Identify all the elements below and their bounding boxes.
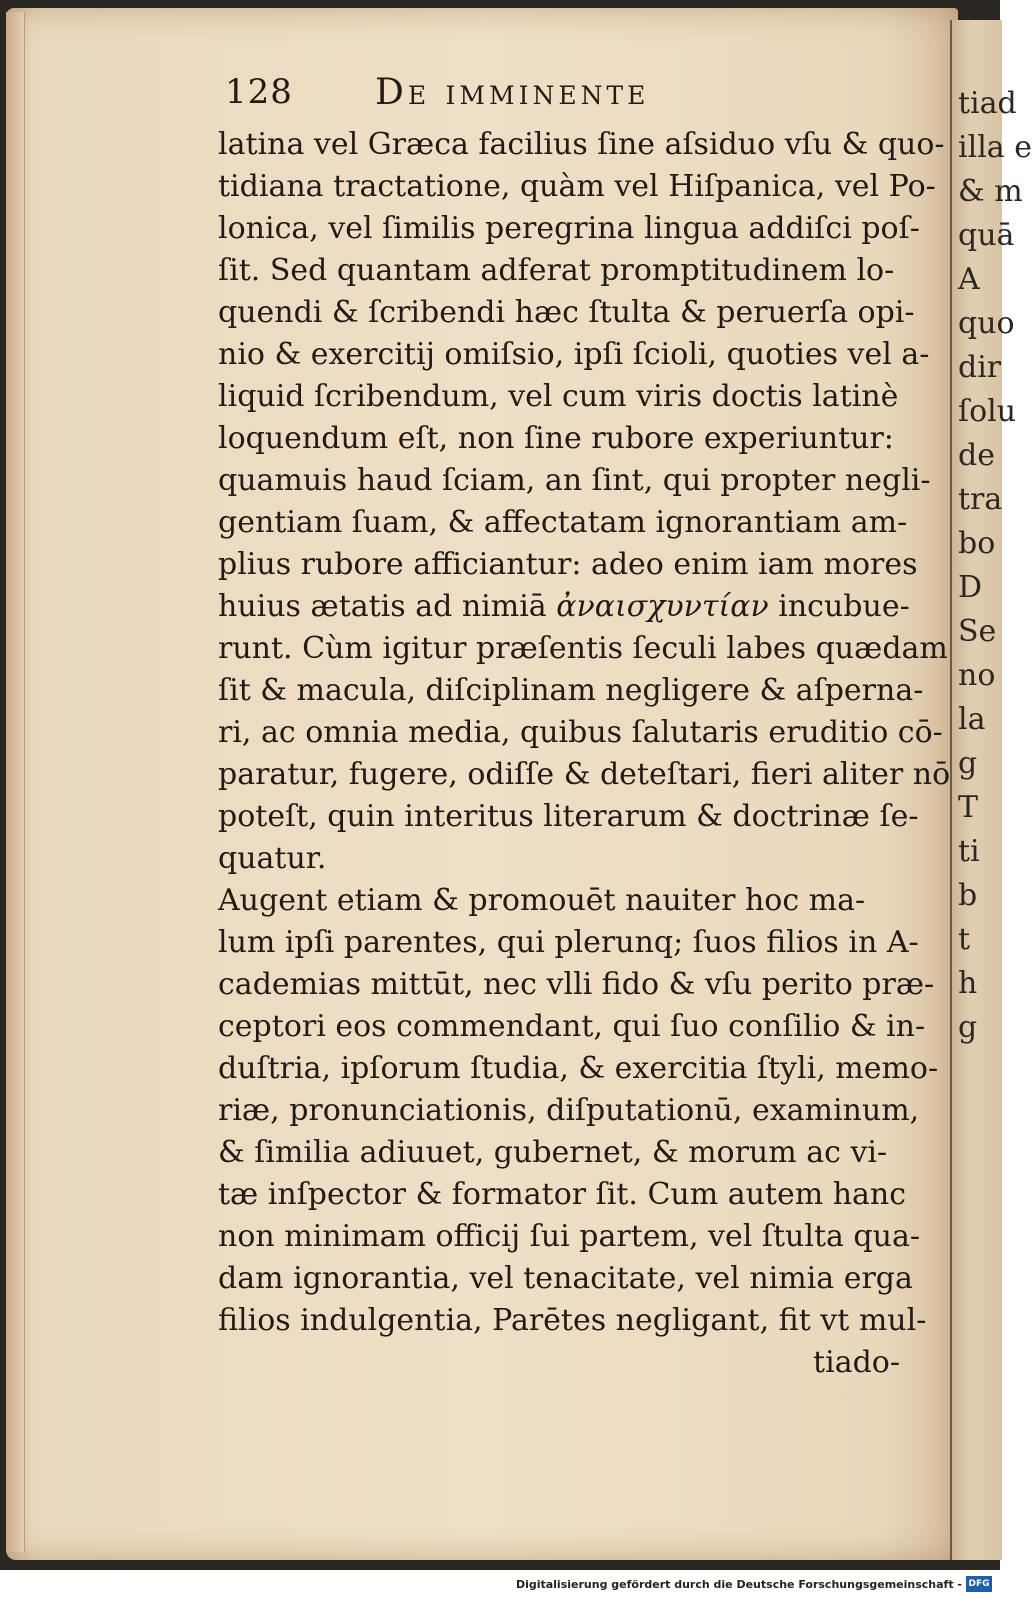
text-line: tæ inſpector & formator ſit. Cum autem hanc: [218, 1177, 907, 1212]
text-line: quamuis haud ſciam, an ſint, qui propter negli-: [218, 463, 931, 498]
text-line: lum ipſi parentes, qui plerunq; ſuos filios in A-: [218, 925, 919, 960]
text-line: non minimam officij ſui partem, vel ſtulta qua-: [218, 1219, 920, 1254]
text-line: liquid ſcribendum, vel cum viris doctis latinè: [218, 379, 899, 414]
facing-page-fragment: no: [958, 658, 996, 693]
facing-page-fragment: t: [958, 922, 971, 957]
text-line: & ſimilia adiuuet, gubernet, & morum ac vi-: [218, 1135, 888, 1170]
facing-page-fragment: la: [958, 702, 986, 737]
text-line: riæ, pronunciationis, diſputationū, examinum,: [218, 1093, 920, 1128]
body-text: [218, 124, 951, 1384]
page-header: [225, 72, 765, 122]
text-line: ri, ac omnia media, quibus ſalutaris eruditio cō-: [218, 715, 943, 750]
facing-page-fragment: quo: [958, 306, 1015, 341]
greek-word: ἀναισχυντίαν: [556, 589, 769, 624]
text-line: dam ignorantia, vel tenacitate, vel nimia erga: [218, 1261, 913, 1296]
facing-page-fragment: ſolu: [958, 394, 1017, 429]
dfg-logo: DFG: [966, 1576, 992, 1592]
facing-page-fragment: h: [958, 966, 978, 1001]
catchword-line: [218, 1342, 928, 1384]
facing-page-fragment: T: [958, 790, 979, 825]
facing-page-fragment: Se: [958, 614, 997, 649]
text-line: quatur.: [218, 841, 327, 876]
facing-page-fragment: g: [958, 1010, 978, 1045]
text-line: poteſt, quin interitus literarum & doctrinæ ſe-: [218, 799, 919, 834]
text-line: runt. Cùm igitur præſentis ſeculi labes quædam: [218, 631, 948, 666]
text-line-greek-before: huius ætatis ad nimiā: [218, 589, 557, 624]
text-line-greek-after: incubue-: [768, 589, 910, 624]
facing-page-fragment: b: [958, 878, 978, 913]
facing-page-fragment: A: [958, 262, 980, 297]
text-block-2: [218, 628, 951, 1342]
text-block-1: [218, 124, 945, 586]
facing-page-fragment: tiad: [958, 86, 1017, 121]
facing-page-fragment: bo: [958, 526, 996, 561]
text-line: latina vel Græca facilius ſine aſsiduo vſu & quo-: [218, 127, 945, 162]
digitization-credit: Digitalisierung gefördert durch die Deutsche Forschungsgemeinschaft -: [515, 1578, 962, 1591]
text-line: ſit. Sed quantam adferat promptitudinem lo-: [218, 253, 895, 288]
text-line: duſtria, ipſorum ſtudia, & exercitia ſtyli, memo-: [218, 1051, 939, 1086]
facing-page: [950, 20, 1032, 1560]
text-line: tidiana tractatione, quàm vel Hiſpanica, vel Po-: [218, 169, 936, 204]
digitization-footer: [0, 1570, 1000, 1602]
text-line: gentiam ſuam, & affectatam ignorantiam am-: [218, 505, 908, 540]
text-line: loquendum eſt, non ſine rubore experiuntur:: [218, 421, 894, 456]
text-line: ceptori eos commendant, qui ſuo conſilio & in-: [218, 1009, 926, 1044]
text-line: cademias mittūt, nec vlli fido & vſu perito præ-: [218, 967, 935, 1002]
facing-page-fragment: ti: [958, 834, 980, 869]
facing-page-fragment: tra: [958, 482, 1003, 517]
text-line: lonica, vel ſimilis peregrina lingua addiſci poſ-: [218, 211, 920, 246]
text-line: quendi & ſcribendi hæc ſtulta & peruerſa opi-: [218, 295, 915, 330]
facing-page-fragment: g: [958, 746, 978, 781]
catchword: tiado-: [813, 1345, 900, 1380]
facing-page-fragment: & m: [958, 174, 1023, 209]
facing-page-fragment: de: [958, 438, 995, 473]
page-edge: [6, 12, 25, 1552]
facing-page-fragments: [952, 82, 1032, 1050]
facing-page-fragment: quā: [958, 218, 1015, 253]
text-line: filios indulgentia, Parētes negligant, fit vt mul-: [218, 1303, 927, 1338]
running-head: De imminente: [375, 72, 650, 113]
text-line: Augent etiam & promouēt nauiter hoc ma-: [218, 883, 866, 918]
text-line: plius rubore afficiantur: adeo enim iam mores: [218, 547, 918, 582]
page-number: 128: [225, 72, 293, 112]
facing-page-fragment: D: [958, 570, 983, 605]
text-line: ſit & macula, diſciplinam negligere & aſperna-: [218, 673, 924, 708]
text-line: nio & exercitij omiſsio, ipſi ſcioli, quoties vel a-: [218, 337, 930, 372]
text-line-greek: [218, 586, 928, 628]
facing-page-fragment: illa e: [958, 130, 1032, 165]
facing-page-fragment: dir: [958, 350, 1002, 385]
text-line: paratur, fugere, odiſſe & deteſtari, fieri aliter nō: [218, 757, 951, 792]
